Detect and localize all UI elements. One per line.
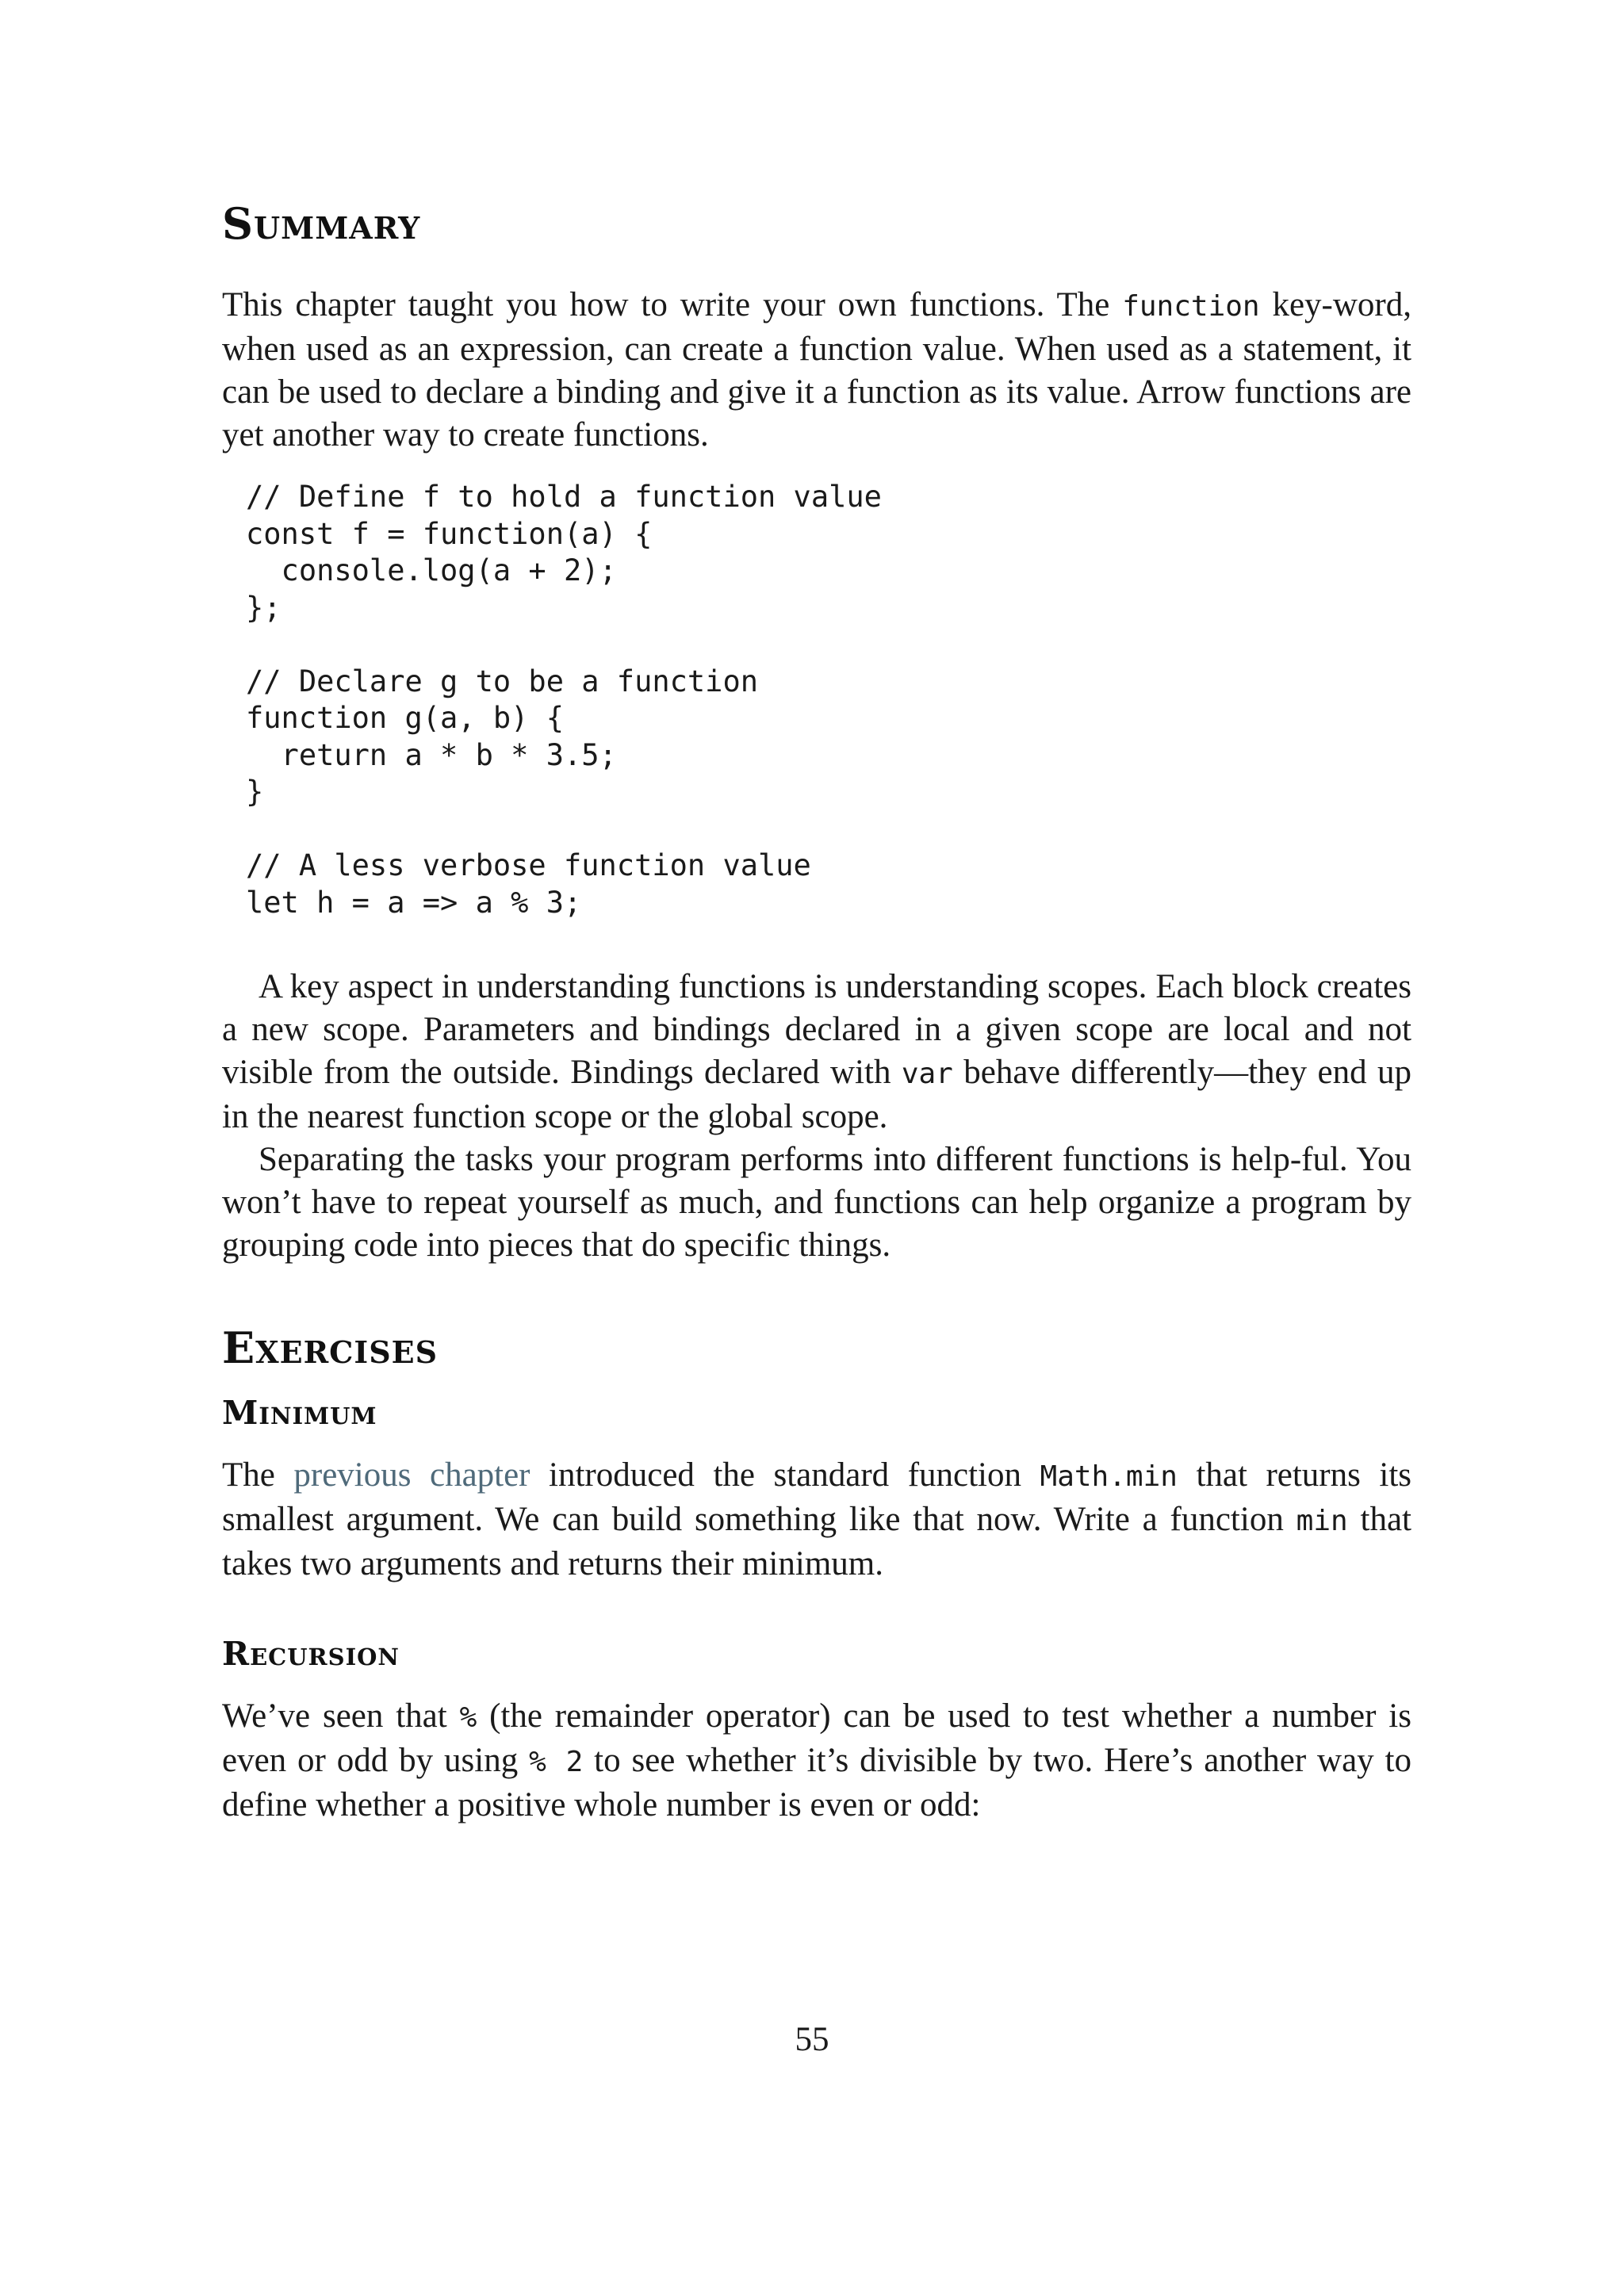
page-content — [222, 198, 1411, 1827]
inline-code-function: function — [1122, 290, 1260, 323]
inline-code-percent: % — [459, 1701, 477, 1734]
inline-code-math-min: Math.min — [1040, 1460, 1178, 1493]
minimum-paragraph: The previous chapter introduced the standard function Math.min that returns its smallest argument. We can build something like that now. Write a function min that takes two arguments and returns their minimum. — [222, 1456, 1412, 1582]
summary-paragraph-1: This chapter taught you how to write your own functions. The function key-word, when used as an expression, can create a function value. When used as a statement, it can be used to declare a binding and give it a function as its value. Arrow functions are yet another way to create functions. — [222, 286, 1411, 453]
section-heading-exercises: Exercises — [222, 1322, 439, 1373]
summary-paragraph-2: A key aspect in understanding functions is understanding scopes. Each block creates a new scope. Parameters and bindings declared in a given scope are local and not visible from the outside. Bindings declared with var behave differently—they end up in the nearest function scope or the global scope. — [222, 968, 1411, 1135]
summary-paragraph-3: Separating the tasks your program performs into different functions is help-ful. You won’t have to repeat yourself as much, and functions can help organize a program by grouping code into pieces that do specific things. — [222, 1141, 1411, 1264]
recursion-paragraph: We’ve seen that % (the remainder operator) can be used to test whether a number is even or odd by using % 2 to see whether it’s divisible by two. Here’s another way to define whether a positive whole number is even or odd: — [222, 1697, 1411, 1823]
inline-code-min: min — [1296, 1505, 1348, 1537]
subsection-heading-minimum: Minimum — [222, 1394, 377, 1432]
page-number: 55 — [795, 2021, 829, 2058]
subsection-heading-recursion: Recursion — [222, 1635, 400, 1673]
code-block-functions: // Define f to hold a function value const f = function(a) { console.log(a + 2); }; // Declare g to be a function function g(a, b) { return a * b * 3.5; } // A less verbose function value let h = a => a % 3; — [246, 480, 882, 920]
inline-code-percent-2: % 2 — [529, 1746, 584, 1778]
previous-chapter-link[interactable]: previous chapter — [293, 1456, 530, 1494]
section-heading-summary: Summary — [222, 198, 421, 249]
inline-code-var: var — [901, 1058, 953, 1090]
